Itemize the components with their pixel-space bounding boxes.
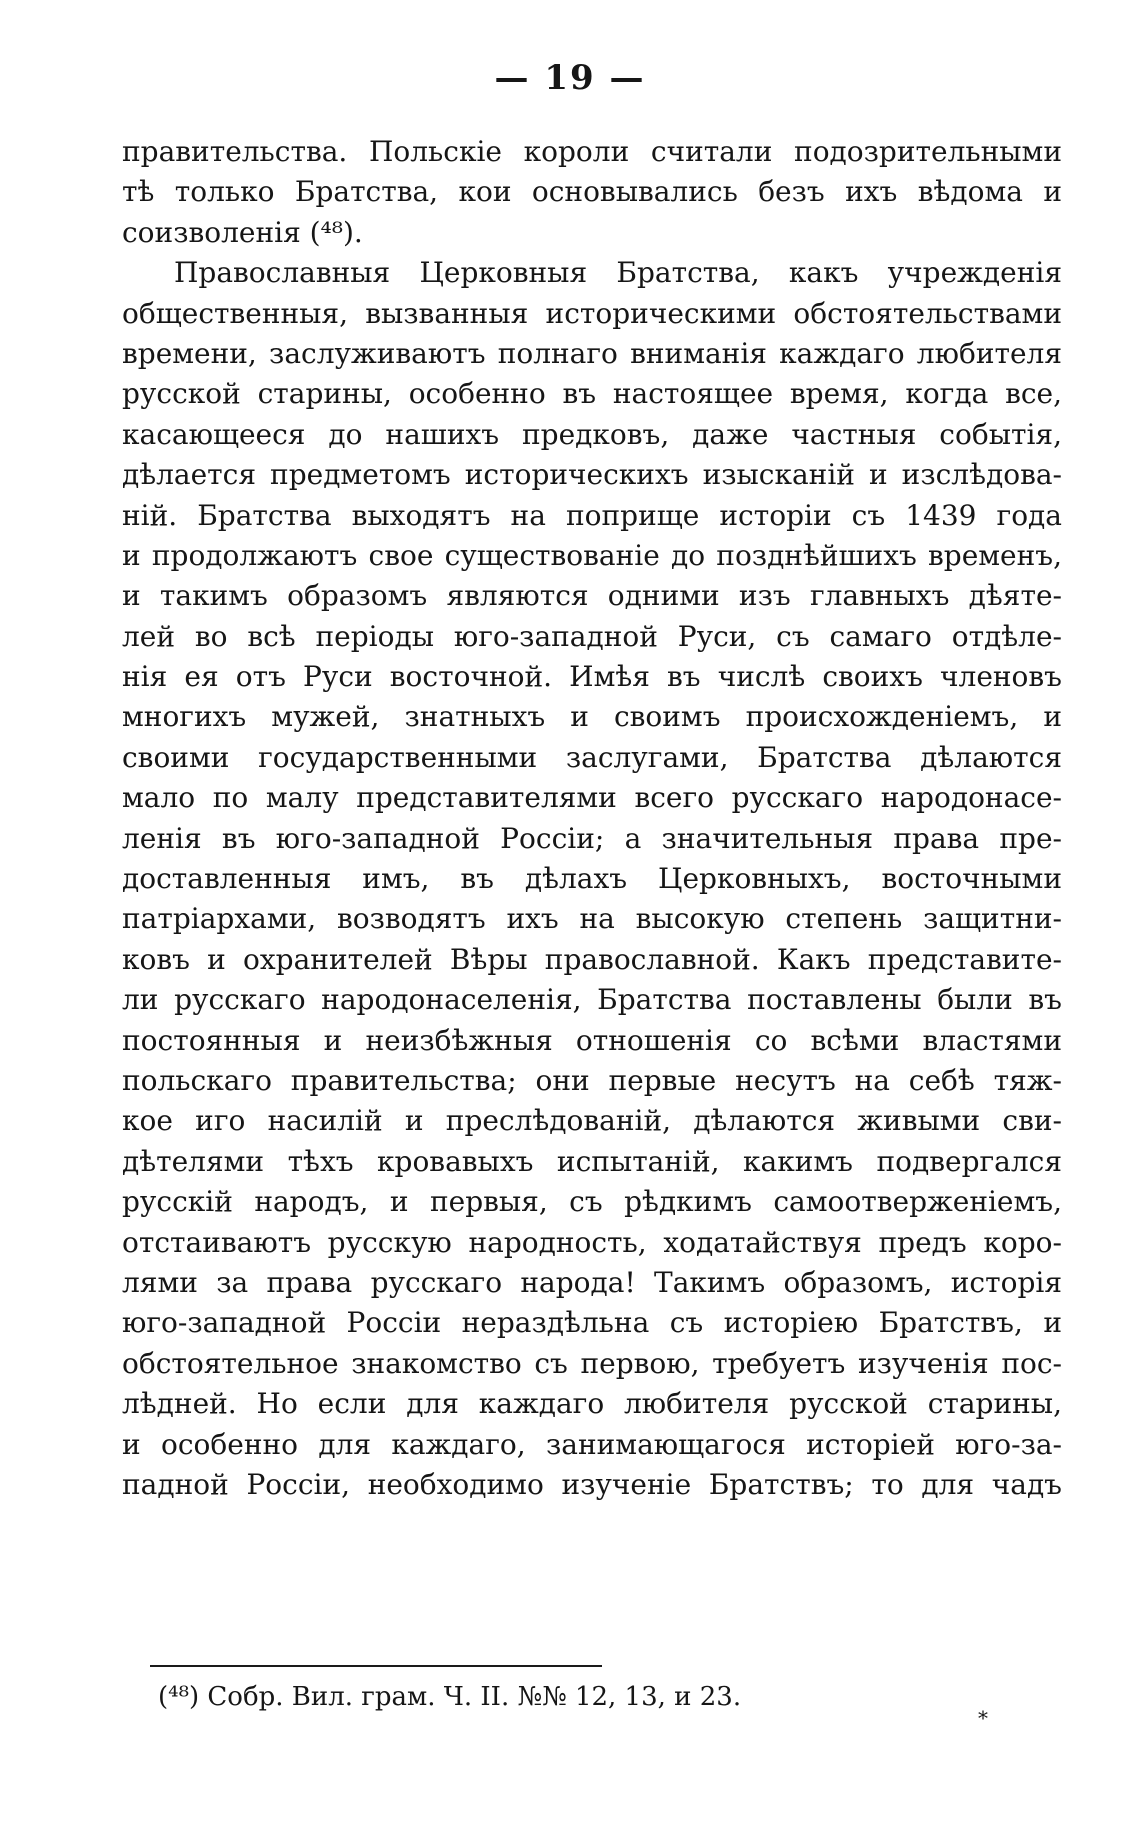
- footnote-divider: [150, 1665, 602, 1667]
- text-line-9: дѣлается предметомъ историческихъ изысканій и изслѣдова-: [122, 458, 1062, 492]
- asterisk-mark: *: [978, 1706, 988, 1730]
- body-text: [122, 132, 1062, 1505]
- text-line-4: Православныя Церковныя Братства, какъ учрежденія: [174, 256, 1062, 290]
- text-line-13: лей во всѣ періоды юго-западной Руси, съ самаго отдѣле-: [122, 619, 1062, 653]
- text-line-19: доставленныя имъ, въ дѣлахъ Церковныхъ, восточными: [122, 862, 1062, 896]
- text-line-20: патріархами, возводятъ ихъ на высокую степень защитни-: [122, 902, 1062, 936]
- text-line-27: русскій народъ, и первыя, съ рѣдкимъ самоотверженіемъ,: [122, 1185, 1062, 1219]
- text-line-34: падной Россіи, необходимо изученіе Братствъ; то для чадъ: [122, 1467, 1062, 1501]
- text-line-7: русской старины, особенно въ настоящее время, когда все,: [122, 377, 1062, 411]
- text-line-30: юго-западной Россіи нераздѣльна съ исторіею Братствъ, и: [122, 1306, 1062, 1340]
- text-line-33: и особенно для каждаго, занимающагося исторіей юго-за-: [122, 1427, 1062, 1461]
- text-line-21: ковъ и охранителей Вѣры православной. Какъ представите-: [122, 942, 1062, 976]
- text-line-25: кое иго насилій и преслѣдованій, дѣлаются живыми сви-: [122, 1104, 1062, 1138]
- text-line-3: соизволенія (⁴⁸).: [122, 215, 363, 249]
- text-line-12: и такимъ образомъ являются одними изъ главныхъ дѣяте-: [122, 579, 1062, 613]
- text-line-23: постоянныя и неизбѣжныя отношенія со всѣми властями: [122, 1023, 1062, 1057]
- text-line-26: дѣтелями тѣхъ кровавыхъ испытаній, какимъ подвергался: [122, 1144, 1062, 1178]
- text-line-31: обстоятельное знакомство съ первою, требуетъ изученія пос-: [122, 1346, 1062, 1380]
- text-line-15: многихъ мужей, знатныхъ и своимъ происхожденіемъ, и: [122, 700, 1062, 734]
- text-line-16: своими государственными заслугами, Братства дѣлаются: [122, 740, 1062, 774]
- text-line-32: лѣдней. Но если для каждаго любителя русской старины,: [122, 1387, 1062, 1421]
- text-line-10: ній. Братства выходятъ на поприще исторіи съ 1439 года: [122, 498, 1062, 532]
- text-line-5: общественныя, вызванныя историческими обстоятельствами: [122, 296, 1062, 330]
- text-line-11: и продолжаютъ свое существованіе до позднѣйшихъ временъ,: [122, 538, 1062, 572]
- footnote-48: (⁴⁸) Собр. Вил. грам. Ч. II. №№ 12, 13, и 23.: [158, 1682, 742, 1712]
- text-line-24: польскаго правительства; они первые несутъ на себѣ тяж-: [122, 1063, 1062, 1097]
- text-line-2: тѣ только Братства, кои основывались безъ ихъ вѣдома и: [122, 175, 1062, 209]
- text-line-17: мало по малу представителями всего русскаго народонасе-: [122, 781, 1062, 815]
- text-line-6: времени, заслуживаютъ полнаго вниманія каждаго любителя: [122, 336, 1062, 370]
- text-line-18: ленія въ юго-западной Россіи; а значительныя права пре-: [122, 821, 1062, 855]
- text-line-8: касающееся до нашихъ предковъ, даже частныя событія,: [122, 417, 1062, 451]
- text-line-28: отстаиваютъ русскую народность, ходатайствуя предъ коро-: [122, 1225, 1062, 1259]
- text-line-1: правительства. Польскіе короли считали подозрительными: [122, 135, 1062, 168]
- text-line-29: лями за права русскаго народа! Такимъ образомъ, исторія: [122, 1265, 1062, 1299]
- page-number: — 19 —: [494, 58, 646, 98]
- text-line-14: нія ея отъ Руси восточной. Имѣя въ числѣ своихъ членовъ: [122, 660, 1062, 694]
- text-line-22: ли русскаго народонаселенія, Братства поставлены были въ: [122, 983, 1062, 1017]
